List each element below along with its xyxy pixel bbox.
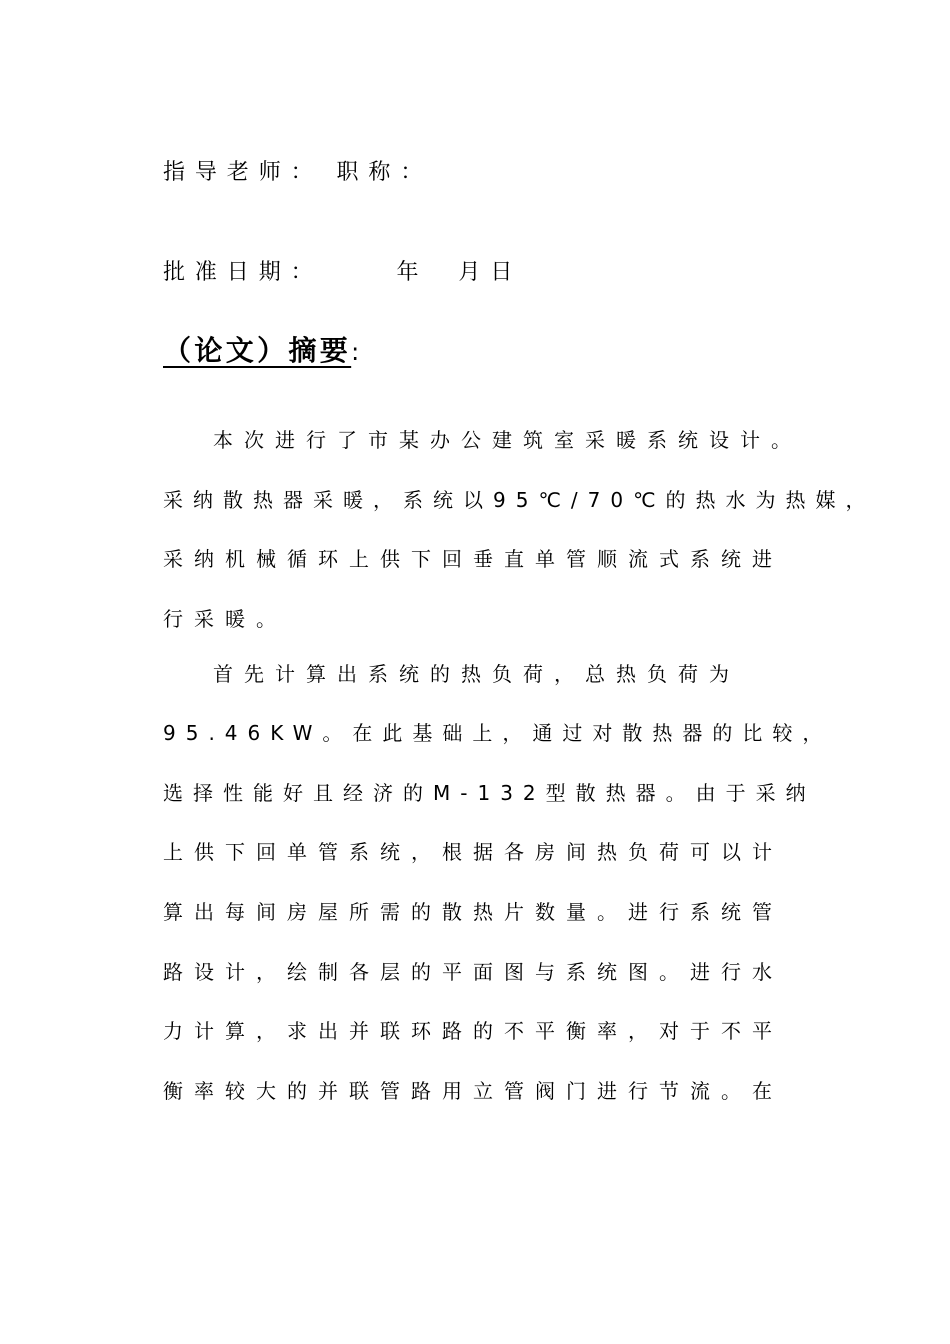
abstract-line: 算出每间房屋所需的散热片数量。进行系统管	[163, 900, 783, 924]
month-day-label: 月日	[458, 260, 523, 285]
abstract-line: 上供下回单管系统，根据各房间热负荷可以计	[163, 840, 783, 864]
abstract-heading-text: （论文）摘要	[163, 334, 352, 367]
abstract-line: 行采暖。	[163, 607, 287, 631]
abstract-heading	[163, 334, 360, 367]
abstract-line: 本次进行了市某办公建筑室采暖系统设计。	[213, 428, 802, 452]
year-label: 年	[396, 260, 429, 285]
abstract-line: 采纳散热器采暖，系统以95℃/70℃的热水为热媒，	[163, 488, 876, 512]
abstract-line: 采纳机械循环上供下回垂直单管顺流式系统进	[163, 547, 783, 571]
abstract-line: 路设计，绘制各层的平面图与系统图。进行水	[163, 960, 783, 984]
abstract-line: 力计算，求出并联环路的不平衡率，对于不平	[163, 1019, 783, 1043]
approval-date-line	[163, 262, 522, 284]
abstract-line: 衡率较大的并联管路用立管阀门进行节流。在	[163, 1079, 783, 1103]
abstract-line: 首先计算出系统的热负荷，总热负荷为	[213, 662, 740, 686]
abstract-heading-colon: :	[351, 338, 360, 366]
abstract-line: 选择性能好且经济的M-132型散热器。由于采纳	[163, 781, 816, 805]
advisor-line	[163, 162, 432, 184]
approval-date-label: 批准日期：	[163, 260, 323, 285]
title-label: 职称：	[336, 160, 433, 185]
advisor-label: 指导老师：	[163, 160, 323, 185]
abstract-line: 95.46KW。在此基础上，通过对散热器的比较，	[163, 721, 833, 745]
